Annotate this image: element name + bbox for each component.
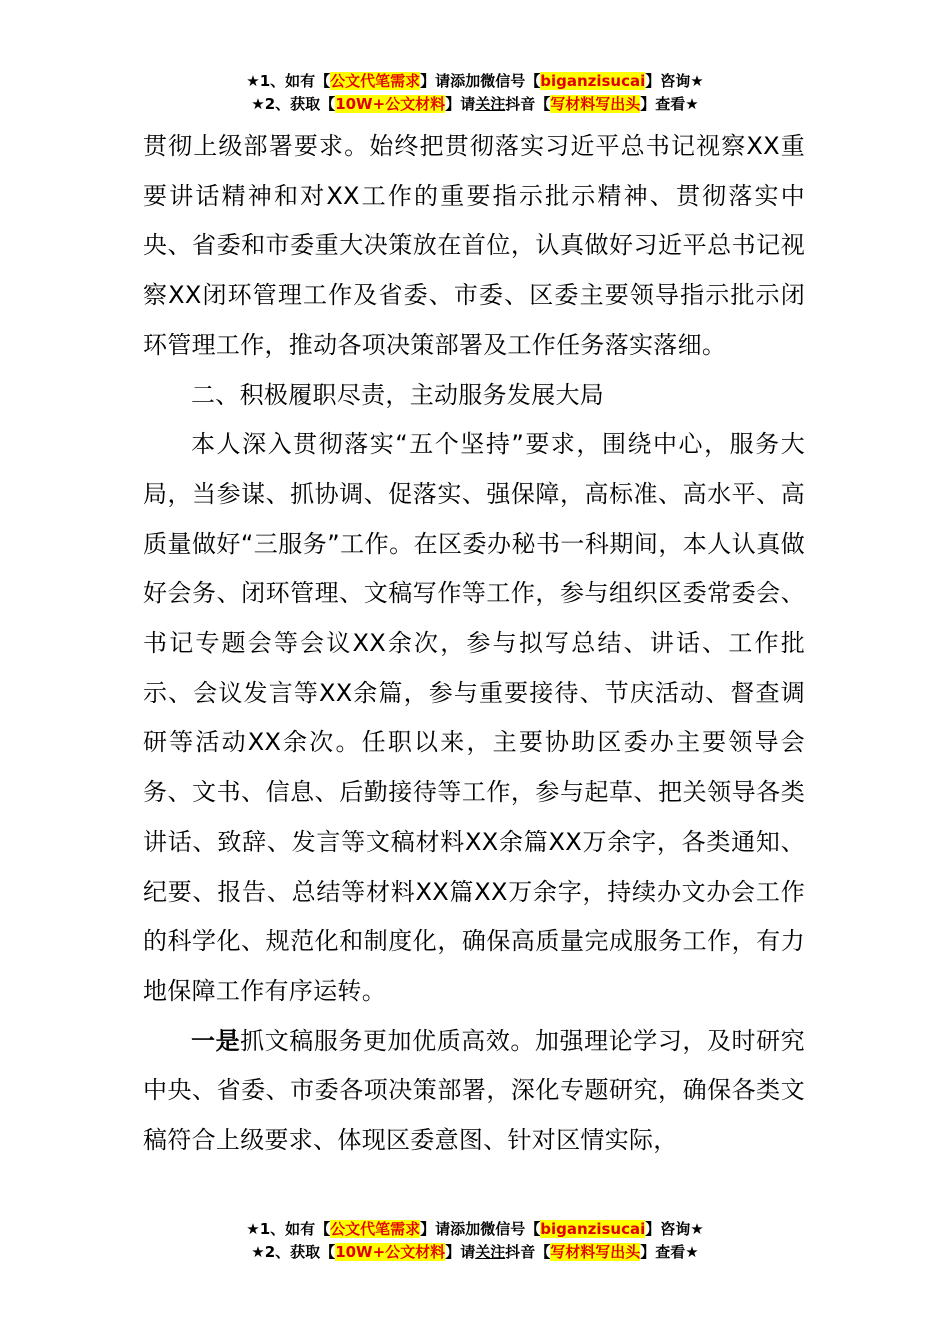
highlight-service-bottom: 公文代笔需求 (330, 1220, 421, 1238)
paragraph-3 (143, 1017, 805, 1166)
promo-line-2-bottom: ★2、获取【10W+公文材料】请关注抖音【写材料写出头】查看★ (251, 1243, 699, 1261)
promo-banner-top (0, 70, 950, 116)
highlight-service: 公文代笔需求 (330, 72, 421, 90)
promo-banner-bottom (0, 1218, 950, 1264)
highlight-douyin-account-bottom: 写材料写出头 (550, 1243, 641, 1261)
paragraph-3-text: 抓文稿服务更加优质高效。加强理论学习，及时研究中央、省委、市委各项决策部署，深化专题研究，确保各类文稿符合上级要求、体现区委意图、针对区情实际， (143, 1026, 805, 1155)
paragraph-2: 本人深入贯彻落实“五个坚持”要求，围绕中心，服务大局，当参谋、抓协调、促落实、强保障，高标准、高水平、高质量做好“三服务”工作。在区委办秘书一科期间，本人认真做好会务、闭环管理、文稿写作等工作，参与组织区委常委会、书记专题会等会议XX余次，参与拟写总结、讲话、工作批示、会议发言等XX余篇，参与重要接待、节庆活动、督查调研等活动XX余次。任职以来，主要协助区委办主要领导会务、文书、信息、后勤接待等工作，参与起草、把关领导各类讲话、致辞、发言等文稿材料XX余篇XX万余字，各类通知、纪要、报告、总结等材料XX篇XX万余字，持续办文办会工作的科学化、规范化和制度化，确保高质量完成服务工作，有力地保障工作有序运转。 (143, 430, 805, 1005)
highlight-materials-bottom: 10W+公文材料 (335, 1243, 446, 1261)
highlight-wechat-id-bottom: biganzisucai (540, 1220, 646, 1238)
highlight-douyin-account: 写材料写出头 (550, 95, 641, 113)
promo-line-1-bottom: ★1、如有【公文代笔需求】请添加微信号【biganzisucai】咨询★ (246, 1220, 704, 1238)
document-body (143, 122, 805, 1166)
highlight-wechat-id: biganzisucai (540, 72, 646, 90)
paragraph-3-lead: 一是 (191, 1026, 241, 1055)
promo-line-2: ★2、获取【10W+公文材料】请关注抖音【写材料写出头】查看★ (251, 95, 699, 113)
highlight-materials: 10W+公文材料 (335, 95, 446, 113)
section-heading-2: 二、积极履职尽责，主动服务发展大局 (191, 380, 605, 409)
promo-line-1: ★1、如有【公文代笔需求】请添加微信号【biganzisucai】咨询★ (246, 72, 704, 90)
paragraph-1: 贯彻上级部署要求。始终把贯彻落实习近平总书记视察XX重要讲话精神和对XX工作的重要指示批示精神、贯彻落实中央、省委和市委重大决策放在首位，认真做好习近平总书记视察XX闭环管理工作及省委、市委、区委主要领导指示批示闭环管理工作，推动各项决策部署及工作任务落实落细。 (143, 132, 805, 359)
